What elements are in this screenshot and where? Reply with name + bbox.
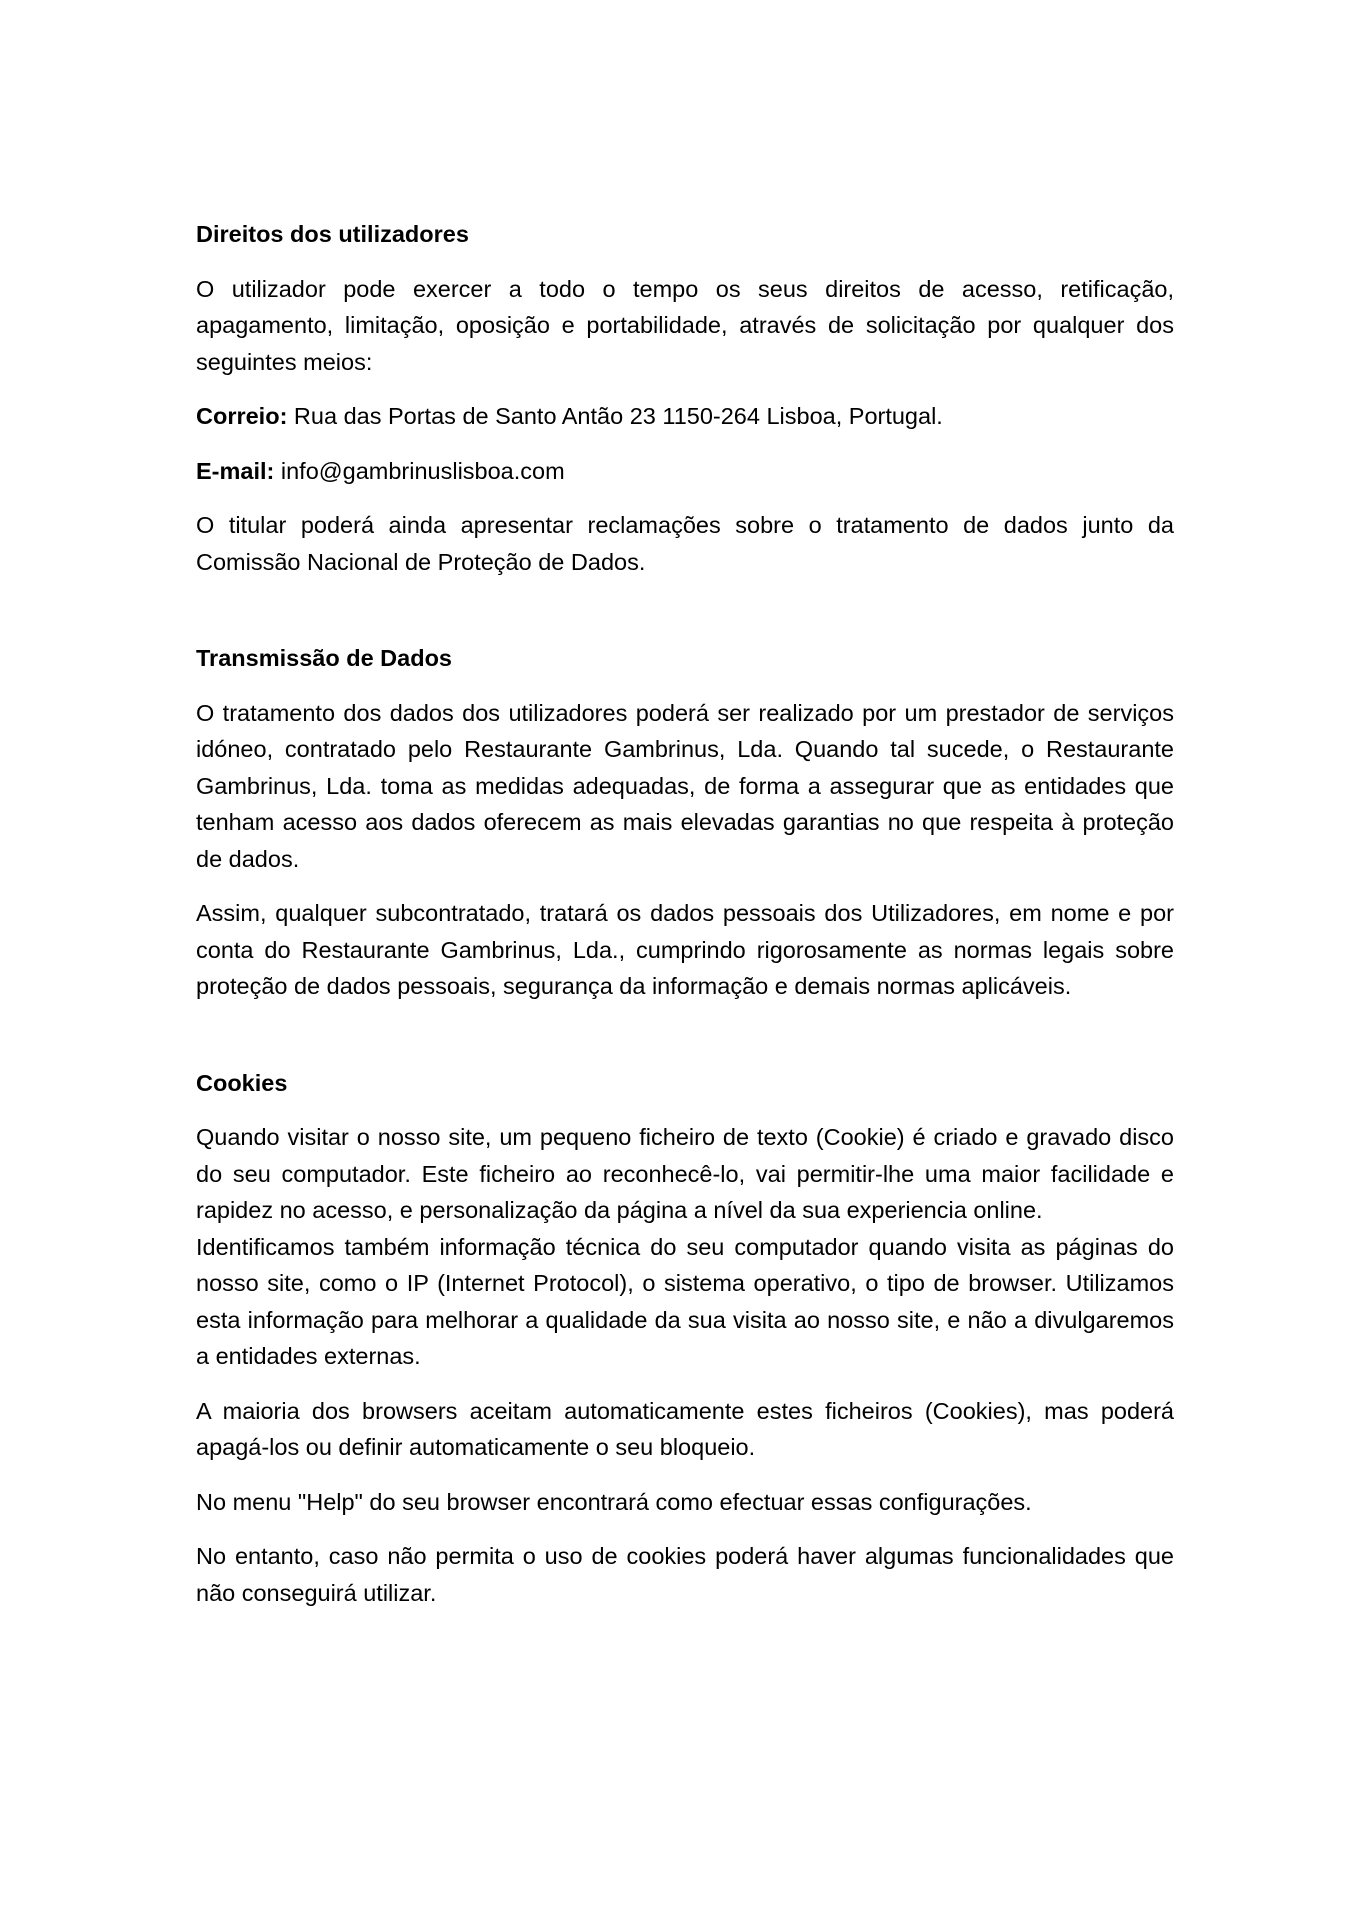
paragraph: A maioria dos browsers aceitam automaticamente estes ficheiros (Cookies), mas poderá apagá-los ou definir automaticamente o seu bloqueio.	[196, 1397, 1174, 1460]
paragraph: O utilizador pode exercer a todo o tempo os seus direitos de acesso, retificação, apagamento, limitação, oposição e portabilidade, através de solicitação por qualquer dos seguintes meios:	[196, 275, 1174, 375]
mail-contact	[196, 398, 1174, 435]
paragraph: Assim, qualquer subcontratado, tratará os dados pessoais dos Utilizadores, em nome e por conta do Restaurante Gambrinus, Lda., cumprindo rigorosamente as normas legais sobre proteção de dados pessoais, segurança da informação e demais normas aplicáveis.	[196, 900, 1174, 999]
section-cookies	[196, 1065, 1174, 1612]
document-page	[196, 216, 1174, 1611]
section-heading: Direitos dos utilizadores	[196, 221, 469, 247]
mail-label: Correio:	[196, 403, 288, 429]
email-contact	[196, 453, 1174, 490]
paragraph: Quando visitar o nosso site, um pequeno ficheiro de texto (Cookie) é criado e gravado disco do seu computador. Este ficheiro ao reconhecê-lo, vai permitir-lhe uma maior facilidade e rapidez no acesso, e personalização da página a nível da sua experiencia online.	[196, 1124, 1174, 1223]
section-data-transmission	[196, 640, 1174, 1005]
section-heading: Transmissão de Dados	[196, 645, 452, 671]
email-address: info@gambrinuslisboa.com	[274, 457, 565, 484]
paragraph: O tratamento dos dados dos utilizadores poderá ser realizado por um prestador de serviços idóneo, contratado pelo Restaurante Gambrinus, Lda. Quando tal sucede, o Restaurante Gambrinus, Lda. toma as medidas adequadas, de forma a assegurar que as entidades que tenham acesso aos dados oferecem as mais elevadas garantias no que respeita à proteção de dados.	[196, 699, 1174, 872]
section-user-rights	[196, 216, 1174, 580]
paragraph: No entanto, caso não permita o uso de cookies poderá haver algumas funcionalidades que não conseguirá utilizar.	[196, 1543, 1174, 1606]
paragraph: O titular poderá ainda apresentar reclamações sobre o tratamento de dados junto da Comissão Nacional de Proteção de Dados.	[196, 512, 1174, 575]
paragraph: Identificamos também informação técnica do seu computador quando visita as páginas do nosso site, como o IP (Internet Protocol), o sistema operativo, o tipo de browser. Utilizamos esta informação para melhorar a qualidade da sua visita ao nosso site, e não a divulgaremos a entidades externas.	[196, 1233, 1174, 1369]
email-label: E-mail:	[196, 457, 275, 484]
paragraph: No menu "Help" do seu browser encontrará como efectuar essas configurações.	[196, 1488, 1032, 1515]
section-heading: Cookies	[196, 1069, 288, 1096]
mail-address: Rua das Portas de Santo Antão 23 1150-264 Lisboa, Portugal.	[287, 403, 943, 429]
